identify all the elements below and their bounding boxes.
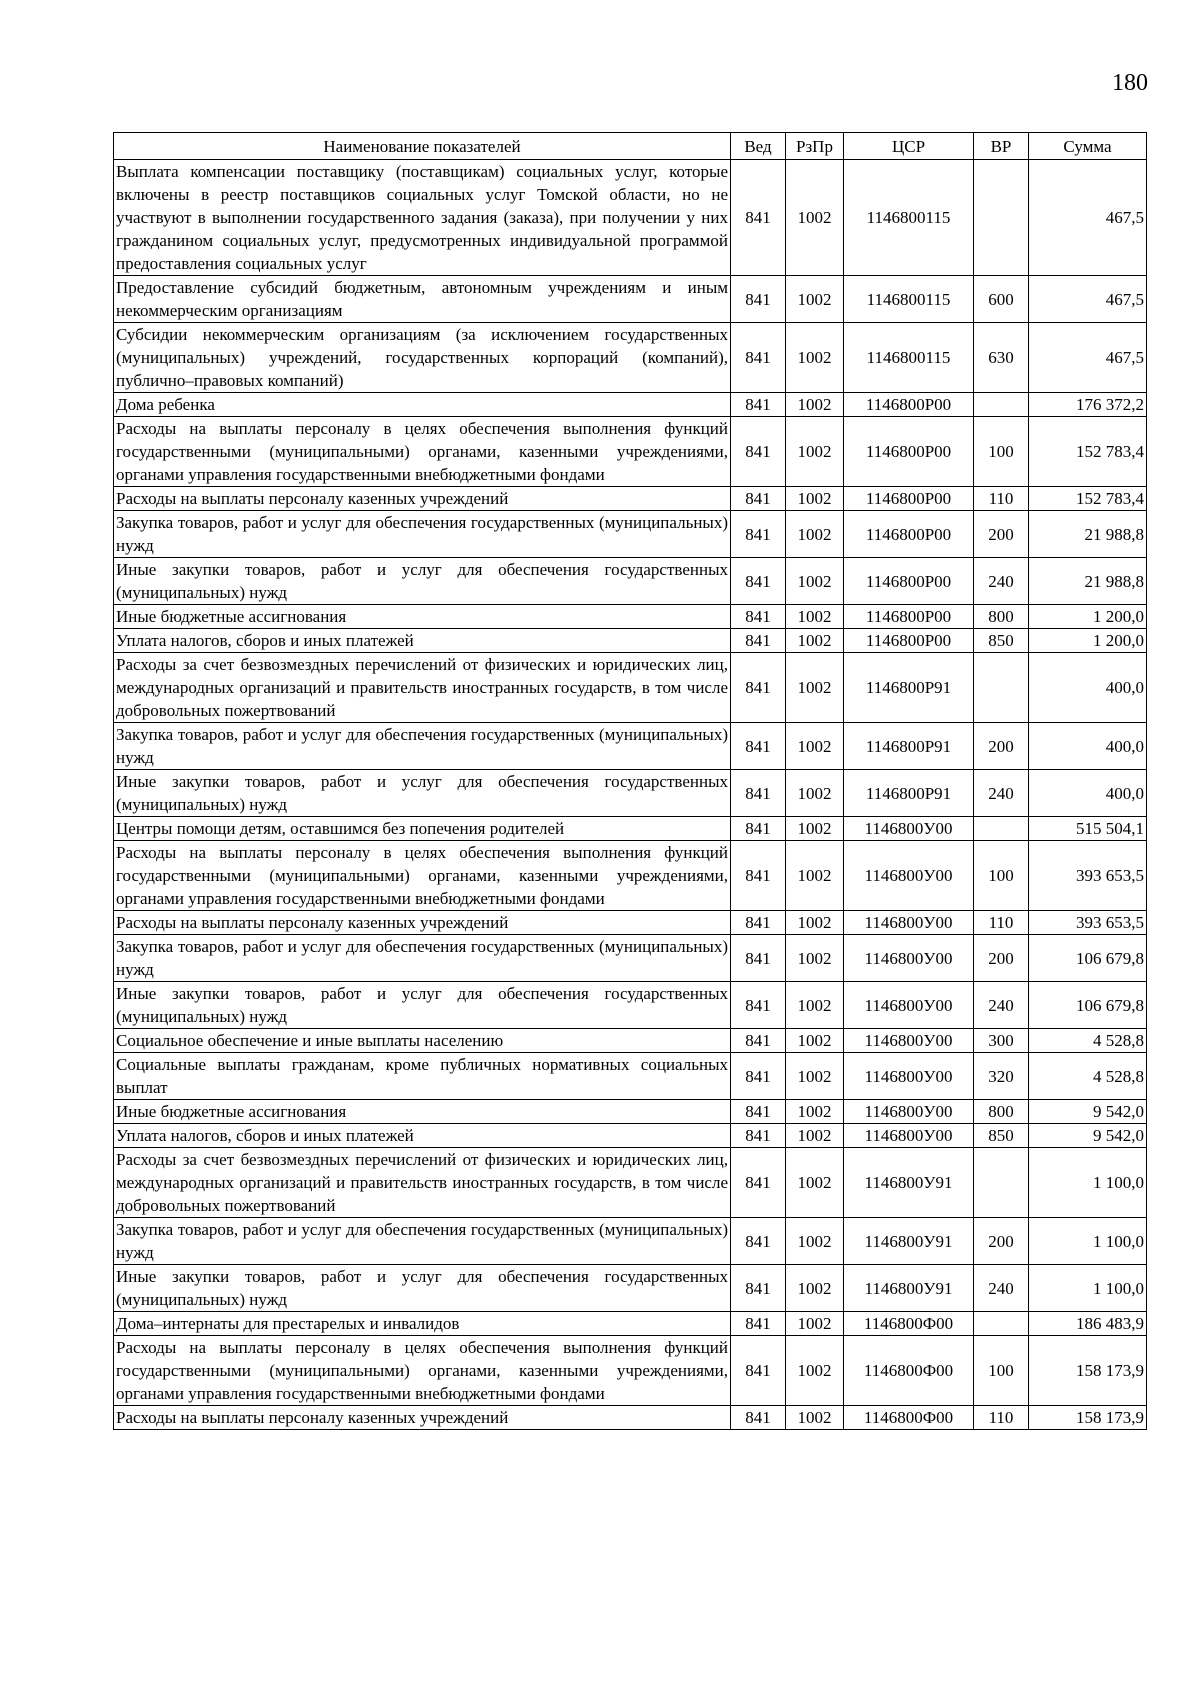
row-vr-cell: 320 [974, 1053, 1029, 1100]
row-rzpr-cell: 1002 [786, 629, 844, 653]
row-rzpr-cell: 1002 [786, 1336, 844, 1406]
table-row [114, 160, 1147, 276]
table-header-row [114, 133, 1147, 160]
row-vr-cell: 600 [974, 276, 1029, 323]
table-row [114, 770, 1147, 817]
row-rzpr-cell: 1002 [786, 1053, 844, 1100]
row-ved-cell: 841 [731, 935, 786, 982]
row-vr-cell: 100 [974, 417, 1029, 487]
row-vr-cell: 800 [974, 1100, 1029, 1124]
row-name-cell: Расходы на выплаты персоналу в целях обеспечения выполнения функций государственными (муниципальными) органами, казенными учреждениями, органами управления государственными внебюджетными фондами [114, 417, 731, 487]
table-row [114, 1100, 1147, 1124]
row-sum-cell: 4 528,8 [1029, 1053, 1147, 1100]
row-name-cell: Дома ребенка [114, 393, 731, 417]
row-sum-cell: 467,5 [1029, 276, 1147, 323]
row-sum-cell: 1 100,0 [1029, 1148, 1147, 1218]
row-rzpr-cell: 1002 [786, 770, 844, 817]
table-row [114, 911, 1147, 935]
row-rzpr-cell: 1002 [786, 511, 844, 558]
row-csr-cell: 1146800У00 [844, 841, 974, 911]
row-sum-cell: 158 173,9 [1029, 1406, 1147, 1430]
row-rzpr-cell: 1002 [786, 1100, 844, 1124]
row-rzpr-cell: 1002 [786, 935, 844, 982]
row-sum-cell: 393 653,5 [1029, 841, 1147, 911]
table-row [114, 653, 1147, 723]
row-sum-cell: 400,0 [1029, 770, 1147, 817]
row-sum-cell: 515 504,1 [1029, 817, 1147, 841]
header-name: Наименование показателей [114, 133, 731, 160]
row-ved-cell: 841 [731, 323, 786, 393]
row-name-cell: Уплата налогов, сборов и иных платежей [114, 629, 731, 653]
row-rzpr-cell: 1002 [786, 276, 844, 323]
row-ved-cell: 841 [731, 1406, 786, 1430]
table-row [114, 605, 1147, 629]
row-sum-cell: 4 528,8 [1029, 1029, 1147, 1053]
row-sum-cell: 186 483,9 [1029, 1312, 1147, 1336]
row-rzpr-cell: 1002 [786, 1124, 844, 1148]
table-row [114, 1029, 1147, 1053]
table-row [114, 1265, 1147, 1312]
row-vr-cell: 200 [974, 723, 1029, 770]
row-ved-cell: 841 [731, 1053, 786, 1100]
row-sum-cell: 393 653,5 [1029, 911, 1147, 935]
row-vr-cell [974, 817, 1029, 841]
row-vr-cell: 110 [974, 1406, 1029, 1430]
row-ved-cell: 841 [731, 417, 786, 487]
row-ved-cell: 841 [731, 911, 786, 935]
row-name-cell: Расходы на выплаты персоналу в целях обеспечения выполнения функций государственными (муниципальными) органами, казенными учреждениями, органами управления государственными внебюджетными фондами [114, 841, 731, 911]
table-row [114, 417, 1147, 487]
row-rzpr-cell: 1002 [786, 605, 844, 629]
row-name-cell: Субсидии некоммерческим организациям (за исключением государственных (муниципальных) учреждений, государственных корпораций (компаний), публично–правовых компаний) [114, 323, 731, 393]
row-vr-cell: 240 [974, 558, 1029, 605]
row-csr-cell: 1146800Ф00 [844, 1312, 974, 1336]
row-name-cell: Иные бюджетные ассигнования [114, 605, 731, 629]
header-csr: ЦСР [844, 133, 974, 160]
table-row [114, 1218, 1147, 1265]
row-name-cell: Расходы на выплаты персоналу казенных учреждений [114, 1406, 731, 1430]
row-name-cell: Закупка товаров, работ и услуг для обеспечения государственных (муниципальных) нужд [114, 1218, 731, 1265]
row-vr-cell: 110 [974, 911, 1029, 935]
row-ved-cell: 841 [731, 629, 786, 653]
table-row [114, 982, 1147, 1029]
table-row [114, 935, 1147, 982]
header-rzpr: РзПр [786, 133, 844, 160]
row-rzpr-cell: 1002 [786, 1406, 844, 1430]
row-csr-cell: 1146800У00 [844, 982, 974, 1029]
table-row [114, 629, 1147, 653]
row-name-cell: Закупка товаров, работ и услуг для обеспечения государственных (муниципальных) нужд [114, 935, 731, 982]
row-ved-cell: 841 [731, 1148, 786, 1218]
row-vr-cell: 300 [974, 1029, 1029, 1053]
row-ved-cell: 841 [731, 1265, 786, 1312]
row-name-cell: Дома–интернаты для престарелых и инвалидов [114, 1312, 731, 1336]
row-csr-cell: 1146800У00 [844, 911, 974, 935]
row-vr-cell [974, 1312, 1029, 1336]
row-csr-cell: 1146800115 [844, 323, 974, 393]
row-ved-cell: 841 [731, 817, 786, 841]
row-sum-cell: 467,5 [1029, 323, 1147, 393]
row-rzpr-cell: 1002 [786, 558, 844, 605]
row-ved-cell: 841 [731, 511, 786, 558]
row-csr-cell: 1146800У91 [844, 1148, 974, 1218]
row-name-cell: Закупка товаров, работ и услуг для обеспечения государственных (муниципальных) нужд [114, 511, 731, 558]
table-row [114, 511, 1147, 558]
row-ved-cell: 841 [731, 1218, 786, 1265]
row-rzpr-cell: 1002 [786, 841, 844, 911]
row-csr-cell: 1146800115 [844, 160, 974, 276]
row-sum-cell: 1 200,0 [1029, 629, 1147, 653]
table-row [114, 1124, 1147, 1148]
row-ved-cell: 841 [731, 723, 786, 770]
row-name-cell: Иные закупки товаров, работ и услуг для обеспечения государственных (муниципальных) нужд [114, 982, 731, 1029]
row-sum-cell: 21 988,8 [1029, 511, 1147, 558]
row-rzpr-cell: 1002 [786, 1265, 844, 1312]
row-csr-cell: 1146800Р00 [844, 487, 974, 511]
row-vr-cell: 850 [974, 629, 1029, 653]
row-ved-cell: 841 [731, 1336, 786, 1406]
row-rzpr-cell: 1002 [786, 160, 844, 276]
row-csr-cell: 1146800У91 [844, 1265, 974, 1312]
header-sum: Сумма [1029, 133, 1147, 160]
row-ved-cell: 841 [731, 276, 786, 323]
row-ved-cell: 841 [731, 160, 786, 276]
row-rzpr-cell: 1002 [786, 1218, 844, 1265]
row-csr-cell: 1146800Ф00 [844, 1336, 974, 1406]
row-sum-cell: 106 679,8 [1029, 935, 1147, 982]
row-name-cell: Расходы на выплаты персоналу казенных учреждений [114, 911, 731, 935]
row-sum-cell: 9 542,0 [1029, 1100, 1147, 1124]
row-vr-cell: 100 [974, 1336, 1029, 1406]
table-row [114, 558, 1147, 605]
row-name-cell: Центры помощи детям, оставшимся без попечения родителей [114, 817, 731, 841]
row-sum-cell: 152 783,4 [1029, 487, 1147, 511]
table-row [114, 817, 1147, 841]
budget-table [113, 132, 1147, 1430]
row-csr-cell: 1146800У00 [844, 1053, 974, 1100]
row-vr-cell: 100 [974, 841, 1029, 911]
row-sum-cell: 400,0 [1029, 653, 1147, 723]
row-csr-cell: 1146800Ф00 [844, 1406, 974, 1430]
row-rzpr-cell: 1002 [786, 323, 844, 393]
row-rzpr-cell: 1002 [786, 982, 844, 1029]
row-rzpr-cell: 1002 [786, 1029, 844, 1053]
row-rzpr-cell: 1002 [786, 1312, 844, 1336]
row-sum-cell: 21 988,8 [1029, 558, 1147, 605]
row-sum-cell: 1 100,0 [1029, 1218, 1147, 1265]
row-name-cell: Уплата налогов, сборов и иных платежей [114, 1124, 731, 1148]
row-ved-cell: 841 [731, 487, 786, 511]
row-csr-cell: 1146800У00 [844, 1029, 974, 1053]
table-row [114, 841, 1147, 911]
table-row [114, 723, 1147, 770]
row-name-cell: Закупка товаров, работ и услуг для обеспечения государственных (муниципальных) нужд [114, 723, 731, 770]
row-name-cell: Иные закупки товаров, работ и услуг для обеспечения государственных (муниципальных) нужд [114, 558, 731, 605]
row-name-cell: Расходы на выплаты персоналу казенных учреждений [114, 487, 731, 511]
row-rzpr-cell: 1002 [786, 817, 844, 841]
row-vr-cell: 240 [974, 982, 1029, 1029]
row-csr-cell: 1146800Р00 [844, 558, 974, 605]
row-rzpr-cell: 1002 [786, 417, 844, 487]
row-sum-cell: 467,5 [1029, 160, 1147, 276]
row-vr-cell: 850 [974, 1124, 1029, 1148]
table-row [114, 1406, 1147, 1430]
row-vr-cell: 200 [974, 1218, 1029, 1265]
row-ved-cell: 841 [731, 653, 786, 723]
table-row [114, 1336, 1147, 1406]
row-vr-cell [974, 393, 1029, 417]
table-row [114, 1053, 1147, 1100]
row-name-cell: Социальное обеспечение и иные выплаты населению [114, 1029, 731, 1053]
row-ved-cell: 841 [731, 1100, 786, 1124]
row-vr-cell [974, 160, 1029, 276]
row-csr-cell: 1146800У00 [844, 935, 974, 982]
row-vr-cell: 110 [974, 487, 1029, 511]
row-ved-cell: 841 [731, 558, 786, 605]
row-csr-cell: 1146800115 [844, 276, 974, 323]
row-rzpr-cell: 1002 [786, 653, 844, 723]
row-vr-cell: 240 [974, 1265, 1029, 1312]
row-vr-cell: 200 [974, 935, 1029, 982]
row-csr-cell: 1146800У91 [844, 1218, 974, 1265]
table-row [114, 1312, 1147, 1336]
row-sum-cell: 400,0 [1029, 723, 1147, 770]
row-ved-cell: 841 [731, 982, 786, 1029]
row-vr-cell [974, 1148, 1029, 1218]
row-sum-cell: 1 200,0 [1029, 605, 1147, 629]
row-rzpr-cell: 1002 [786, 393, 844, 417]
row-name-cell: Иные закупки товаров, работ и услуг для обеспечения государственных (муниципальных) нужд [114, 770, 731, 817]
row-sum-cell: 9 542,0 [1029, 1124, 1147, 1148]
row-sum-cell: 1 100,0 [1029, 1265, 1147, 1312]
header-ved: Вед [731, 133, 786, 160]
table-row [114, 323, 1147, 393]
row-ved-cell: 841 [731, 841, 786, 911]
row-sum-cell: 106 679,8 [1029, 982, 1147, 1029]
row-ved-cell: 841 [731, 770, 786, 817]
row-csr-cell: 1146800Р00 [844, 629, 974, 653]
row-name-cell: Иные бюджетные ассигнования [114, 1100, 731, 1124]
row-name-cell: Расходы на выплаты персоналу в целях обеспечения выполнения функций государственными (муниципальными) органами, казенными учреждениями, органами управления государственными внебюджетными фондами [114, 1336, 731, 1406]
row-ved-cell: 841 [731, 1124, 786, 1148]
row-csr-cell: 1146800Р00 [844, 417, 974, 487]
row-ved-cell: 841 [731, 605, 786, 629]
row-ved-cell: 841 [731, 1312, 786, 1336]
row-ved-cell: 841 [731, 393, 786, 417]
row-name-cell: Иные закупки товаров, работ и услуг для обеспечения государственных (муниципальных) нужд [114, 1265, 731, 1312]
row-ved-cell: 841 [731, 1029, 786, 1053]
row-name-cell: Социальные выплаты гражданам, кроме публичных нормативных социальных выплат [114, 1053, 731, 1100]
row-vr-cell: 240 [974, 770, 1029, 817]
row-csr-cell: 1146800У00 [844, 1124, 974, 1148]
row-rzpr-cell: 1002 [786, 723, 844, 770]
table-row [114, 393, 1147, 417]
row-vr-cell: 800 [974, 605, 1029, 629]
header-vr: ВР [974, 133, 1029, 160]
row-name-cell: Выплата компенсации поставщику (поставщикам) социальных услуг, которые включены в реестр поставщиков социальных услуг Томской области, но не участвуют в выполнении государственного задания (заказа), при получении у них гражданином социальных услуг, предусмотренных индивидуальной программой предоставления социальных услуг [114, 160, 731, 276]
row-sum-cell: 176 372,2 [1029, 393, 1147, 417]
row-csr-cell: 1146800Р00 [844, 393, 974, 417]
row-rzpr-cell: 1002 [786, 911, 844, 935]
row-name-cell: Расходы за счет безвозмездных перечислений от физических и юридических лиц, международных организаций и правительств иностранных государств, в том числе добровольных пожертвований [114, 653, 731, 723]
row-csr-cell: 1146800У00 [844, 817, 974, 841]
row-vr-cell [974, 653, 1029, 723]
table-row [114, 276, 1147, 323]
row-rzpr-cell: 1002 [786, 1148, 844, 1218]
row-csr-cell: 1146800Р00 [844, 605, 974, 629]
row-sum-cell: 152 783,4 [1029, 417, 1147, 487]
row-csr-cell: 1146800У00 [844, 1100, 974, 1124]
row-csr-cell: 1146800Р91 [844, 770, 974, 817]
table-row [114, 487, 1147, 511]
table-row [114, 1148, 1147, 1218]
row-vr-cell: 630 [974, 323, 1029, 393]
row-csr-cell: 1146800Р91 [844, 723, 974, 770]
row-vr-cell: 200 [974, 511, 1029, 558]
row-csr-cell: 1146800Р91 [844, 653, 974, 723]
row-name-cell: Расходы за счет безвозмездных перечислений от физических и юридических лиц, международных организаций и правительств иностранных государств, в том числе добровольных пожертвований [114, 1148, 731, 1218]
row-name-cell: Предоставление субсидий бюджетным, автономным учреждениям и иным некоммерческим организациям [114, 276, 731, 323]
row-sum-cell: 158 173,9 [1029, 1336, 1147, 1406]
row-csr-cell: 1146800Р00 [844, 511, 974, 558]
row-rzpr-cell: 1002 [786, 487, 844, 511]
page-number: 180 [1112, 70, 1148, 96]
